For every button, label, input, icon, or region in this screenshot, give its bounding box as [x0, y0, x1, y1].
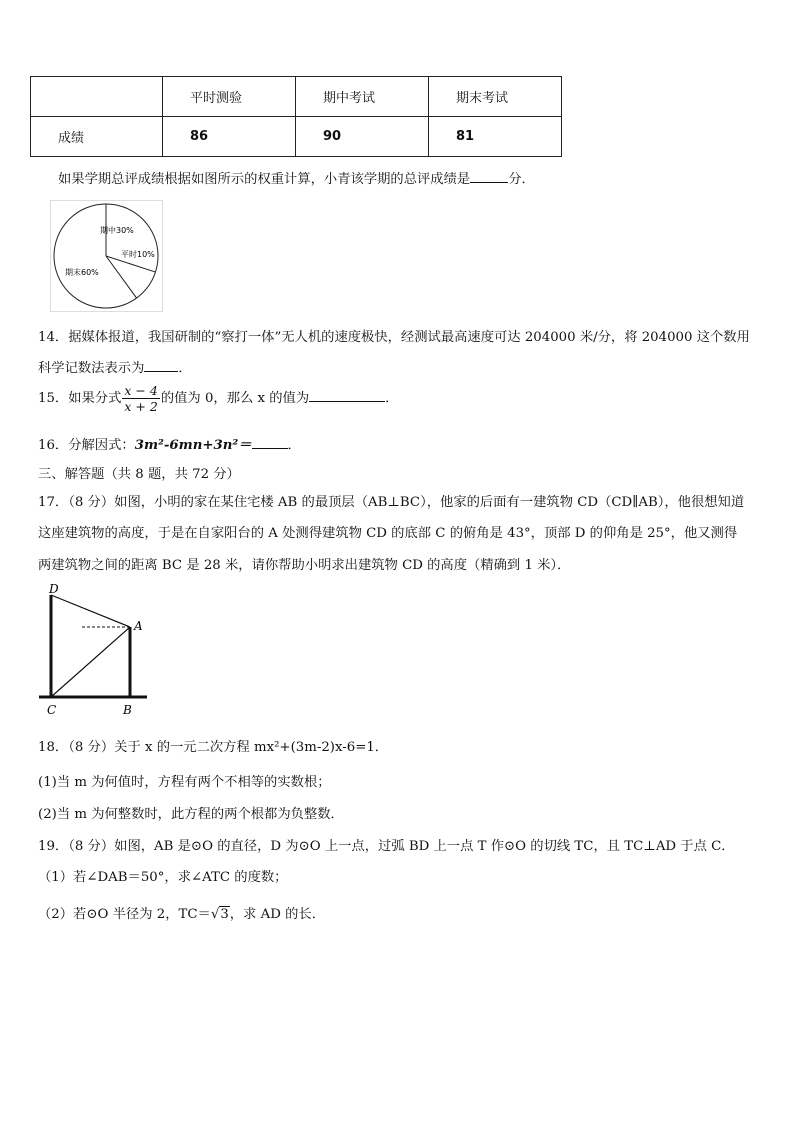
line-ca: [51, 627, 130, 697]
pie-label-final: 期末60%: [65, 268, 99, 277]
table-header-cell: [31, 77, 163, 117]
table-cell: 86: [163, 117, 296, 157]
q14-text: 科学记数法表示为: [38, 361, 145, 376]
question-17-line2: 这座建筑物的高度，于是在自家阳台的 A 处测得建筑物 CD 的底部 C 的俯角是 43°，顶部 D 的仰角是 25°，他又测得: [38, 526, 738, 541]
label-a: A: [134, 619, 143, 633]
q16-end: ．: [287, 438, 301, 453]
answer-blank: [252, 436, 288, 449]
fraction-denominator: x + 2: [124, 399, 158, 414]
question-19-line3: [38, 903, 325, 922]
table-row-label: 成绩: [31, 117, 163, 157]
label-b: B: [123, 703, 132, 717]
table-header-row: [31, 77, 562, 117]
pie-chart: [50, 200, 168, 312]
pie-label-usual: 平时10%: [121, 250, 155, 259]
q15-prefix: 15．如果分式: [38, 391, 122, 406]
scores-table: [30, 76, 562, 157]
line-da: [51, 595, 130, 627]
q19-part2-a: （2）若⊙O 半径为 2，TC＝: [38, 907, 211, 922]
q13-end: 分．: [508, 172, 535, 187]
table-cell: 81: [429, 117, 562, 157]
question-15: [38, 383, 398, 414]
q14-end: ．: [178, 361, 192, 376]
pie-label-midterm: 期中30%: [100, 226, 134, 235]
question-18-line1: 18．（8 分）关于 x 的一元二次方程 mx²+(3m-2)x-6=1．: [38, 740, 389, 755]
question-17-line3: 两建筑物之间的距离 BC 是 28 米，请你帮助小明求出建筑物 CD 的高度（精确到 1 米）．: [38, 558, 571, 573]
question-14-line1: 14．据媒体报道，我国研制的“察打一体”无人机的速度极快，经测试最高速度可达 204000 米/分，将 204000 这个数用: [38, 330, 750, 345]
fraction-numerator: x − 4: [124, 383, 158, 398]
table-row: [31, 117, 562, 157]
sqrt-expression: √3: [210, 907, 229, 922]
question-16: [38, 434, 301, 453]
q19-part2-b: ，求 AD 的长．: [229, 907, 325, 922]
question-18-line2: (1)当 m 为何值时，方程有两个不相等的实数根；: [38, 775, 331, 790]
answer-blank: [144, 359, 178, 372]
q13-text: 如果学期总评成绩根据如图所示的权重计算，小青该学期的总评成绩是: [58, 172, 471, 187]
fraction: [122, 383, 159, 414]
q16-prefix: 16．分解因式：: [38, 438, 135, 453]
q16-expression: 3m²-6mn+3n²＝: [134, 438, 252, 453]
q15-suffix: 的值为 0，那么 x 的值为: [160, 391, 310, 406]
table-header-cell: 期末考试: [429, 77, 562, 117]
label-d: D: [49, 582, 59, 596]
answer-blank: [309, 389, 385, 402]
question-19-line2: （1）若∠DAB＝50°，求∠ATC 的度数；: [38, 870, 288, 885]
question-18-line3: (2)当 m 为何整数时，此方程的两个根都为负整数．: [38, 807, 344, 822]
question-13: [58, 168, 535, 187]
building-figure: [36, 580, 150, 718]
q15-end: ．: [385, 391, 399, 406]
section-heading: 三、解答题（共 8 题，共 72 分）: [38, 467, 240, 482]
table-cell: 90: [296, 117, 429, 157]
question-17-line1: 17．（8 分）如图，小明的家在某住宅楼 AB 的最顶层（AB⊥BC），他家的后面有一建筑物 CD（CD∥AB），他很想知道: [38, 495, 745, 510]
question-19-line1: 19．（8 分）如图，AB 是⊙O 的直径，D 为⊙O 上一点，过弧 BD 上一点 T 作⊙O 的切线 TC，且 TC⊥AD 于点 C．: [38, 839, 735, 854]
sqrt-radicand: 3: [220, 907, 229, 922]
label-c: C: [47, 703, 57, 717]
table-header-cell: 期中考试: [296, 77, 429, 117]
answer-blank: [470, 170, 508, 183]
table-header-cell: 平时测验: [163, 77, 296, 117]
question-14-line2: [38, 357, 192, 376]
